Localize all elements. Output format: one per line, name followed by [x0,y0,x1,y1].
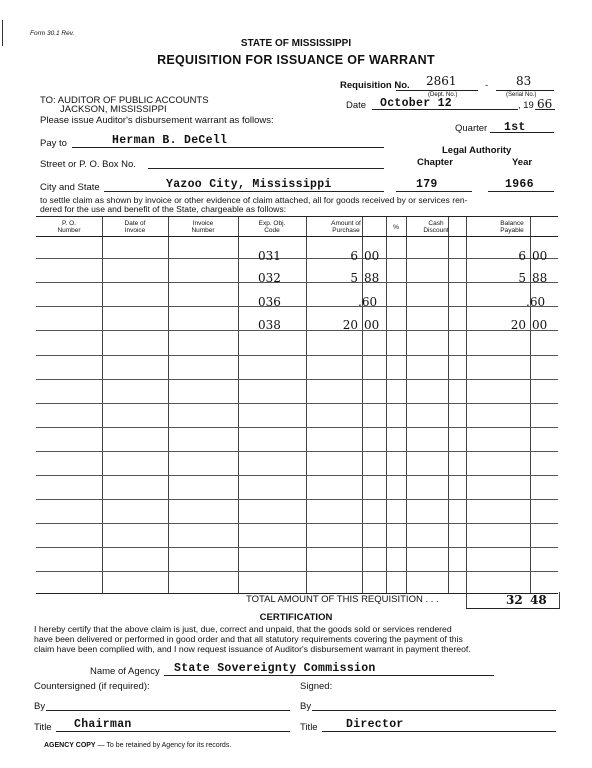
footer-agency-copy: AGENCY COPY [44,742,96,749]
header-exp-obj-code: Exp. Obj. Code [258,220,286,234]
pay-to-label: Pay to [40,138,67,149]
row-2-amount-cents: 88 [364,271,380,285]
legal-authority-heading: Legal Authority [442,145,512,156]
col-divider [238,217,239,593]
col-divider [448,217,449,593]
row-rule [36,523,558,524]
by-line-right [312,710,556,711]
page-title: REQUISITION FOR ISSUANCE OF WARRANT [157,53,435,67]
row-rule [36,427,558,428]
header-percent: % [393,224,399,231]
row-1-amount-dollars: 6 [350,249,358,263]
row-rule [36,547,558,548]
row-4-balance-cents: 00 [532,318,548,332]
settle-text-line-2: dered for the use and benefit of the State, chargeable as follows: [40,204,287,214]
total-cents: 48 [530,593,547,607]
certification-heading: CERTIFICATION [259,612,333,623]
row-3-amount-cents-value: 60 [361,295,378,309]
title-label-right: Title [300,722,318,733]
year-value: 66 [537,97,553,111]
row-1-balance-dollars: 6 [518,249,526,263]
col-divider [362,217,363,593]
row-4-amount-cents: 00 [364,318,380,332]
total-label: TOTAL AMOUNT OF THIS REQUISITION . . . [246,594,439,605]
header-cash-discount: Cash Discount [423,220,449,234]
dept-no-caption: (Dept. No.) [428,92,458,98]
to-auditor: TO: AUDITOR OF PUBLIC ACCOUNTS [40,95,209,106]
row-rule [36,379,558,380]
row-1-code: 031 [258,249,281,263]
row-2-balance-dollars: 5 [518,271,526,285]
year-heading: Year [512,157,533,168]
row-rule [36,475,558,476]
date-value: October 12 [380,97,453,110]
row-rule [36,330,558,331]
street-label: Street or P. O. Box No. [40,159,136,170]
total-dollars: 32 [506,593,523,607]
row-1-amount-cents: 00 [364,249,380,263]
certification-line-1: I hereby certify that the above claim is just, due, correct and unpaid, that the goods sold or services rendered [34,624,452,634]
row-rule [36,282,558,283]
quarter-label: Quarter [455,123,488,134]
row-2-code: 032 [258,271,281,285]
street-line [148,168,384,169]
title-line-right [322,731,556,732]
header-balance-payable: Balance Payable [500,220,524,234]
serial-no-caption: (Serial No.) [506,92,537,98]
row-2-balance-cents: 88 [532,271,548,285]
year-prefix: , 19 [518,100,534,111]
requisition-serial-line [496,90,554,91]
title-right-value: Director [346,718,404,731]
row-1-balance-cents: 00 [532,249,548,263]
header-rule [36,236,558,237]
requisition-dash: - [485,80,489,91]
header-date-of-invoice: Date of Invoice [124,220,146,234]
header-invoice-number: Invoice Number [191,220,215,234]
col-divider [466,217,467,593]
to-city: JACKSON, MISSISSIPPI [60,104,167,115]
settle-text-line-1: to settle claim as shown by invoice or other evidence of claim attached, all for goods received by or services ren- [40,195,468,205]
year-line [535,109,555,110]
title-line-left [56,731,290,732]
charges-table [36,216,558,593]
certification-line-3: claim have been complied with, and I now request issuance of Auditor's disbursement warrant in payment thereof. [34,644,471,654]
row-4-balance-dollars: 20 [510,318,526,332]
row-4-amount-dollars: 20 [342,318,358,332]
city-value: Yazoo City, Mississippi [166,178,332,191]
row-rule [36,306,558,307]
row-2-amount-dollars: 5 [350,271,358,285]
requisition-dept-line [396,90,478,91]
title-label-left: Title [34,722,52,733]
signed-label: Signed: [300,681,333,692]
authority-year-line [488,191,554,192]
row-3-balance-cents: .60 [526,295,546,309]
col-divider [530,217,531,593]
col-divider [406,217,407,593]
row-rule [36,499,558,500]
footer-retain-text: — To be retained by Agency for its records. [95,742,232,749]
row-rule [36,355,558,356]
row-rule [36,571,558,572]
requisition-dept-value: 2861 [426,74,457,88]
pay-to-line [72,147,384,148]
quarter-value: 1st [504,121,526,134]
state-heading: STATE OF MISSISSIPPI [240,38,352,49]
row-3-code: 036 [258,295,281,309]
by-label-left: By [34,701,46,712]
by-label-right: By [300,701,312,712]
city-label: City and State [40,182,100,193]
city-line [104,191,384,192]
row-3-amount-cents: .60 [358,295,378,309]
row-4-code: 038 [258,318,281,332]
pay-to-value: Herman B. DeCell [112,134,228,147]
row-rule [36,403,558,404]
chapter-line [396,191,472,192]
certification-line-2: have been delivered or performed in good order and that all statutory requirements covering the payment of this [34,634,463,644]
chapter-value: 179 [416,178,438,191]
requisition-label: Requisition No. [340,80,410,91]
requisition-serial-value: 83 [516,74,532,88]
col-divider [168,217,169,593]
authority-year-value: 1966 [505,178,534,191]
agency-line [164,675,494,676]
title-left-value: Chairman [74,718,132,731]
row-3-balance-cents-value: 60 [529,295,546,309]
row-rule [36,258,558,259]
form-number: Form 30.1 Rev. [30,30,75,37]
header-po-number: P. O. Number [57,220,81,234]
by-line-left [46,710,290,711]
header-amount-of-purchase: Amount of Purchase [331,220,361,234]
col-divider [386,217,387,593]
col-divider [306,217,307,593]
col-divider [102,217,103,593]
row-rule [36,451,558,452]
please-issue-text: Please issue Auditor's disbursement warrant as follows: [40,115,274,126]
chapter-heading: Chapter [417,157,453,168]
countersigned-label: Countersigned (if required): [34,681,150,692]
date-label: Date [346,100,367,111]
agency-label: Name of Agency [90,666,160,677]
footer-note [44,742,231,749]
agency-value: State Sovereignty Commission [174,662,376,675]
